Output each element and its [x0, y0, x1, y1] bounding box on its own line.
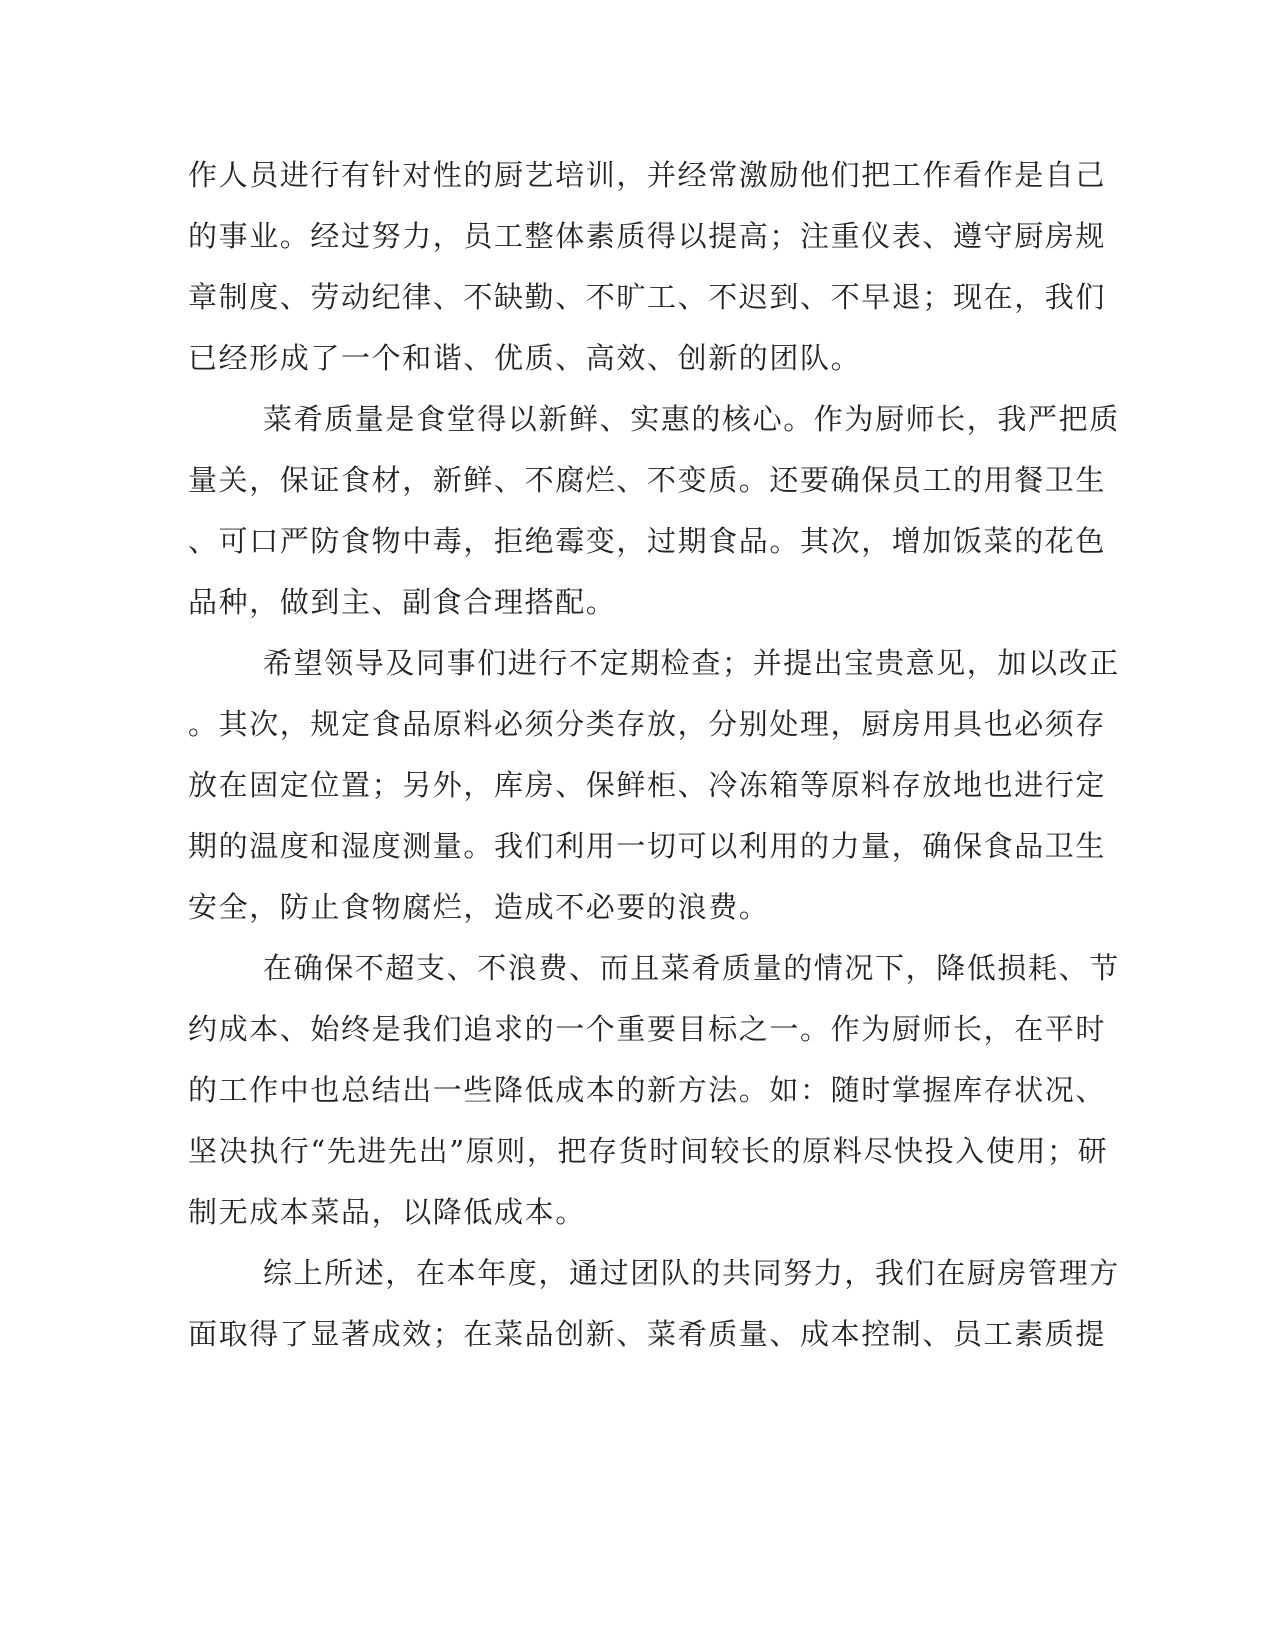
text-line: 在确保不超支、不浪费、而且菜肴质量的情况下，降低损耗、节	[263, 951, 1120, 985]
paragraph-3	[188, 645, 1120, 950]
text-line: 安全，防止食物腐烂，造成不必要的浪费。	[188, 890, 770, 924]
paragraph-5	[188, 1255, 1120, 1377]
text-line: 已经形成了一个和谐、优质、高效、创新的团队。	[188, 341, 862, 375]
text-line: 品种，做到主、副食合理搭配。	[188, 585, 617, 619]
text-line: 制无成本菜品，以降低成本。	[188, 1195, 586, 1229]
paragraph-1	[188, 157, 1107, 401]
text-line: 约成本、始终是我们追求的一个重要目标之一。作为厨师长，在平时	[188, 1012, 1107, 1046]
text-line: 菜肴质量是食堂得以新鲜、实惠的核心。作为厨师长，我严把质	[263, 402, 1120, 436]
text-line: 的工作中也总结出一些降低成本的新方法。如：随时掌握库存状况、	[188, 1073, 1107, 1107]
text-line: 面取得了显著成效；在菜品创新、菜肴质量、成本控制、员工素质提	[188, 1317, 1107, 1351]
text-line: 期的温度和湿度测量。我们利用一切可以利用的力量，确保食品卫生	[188, 829, 1107, 863]
paragraph-2	[188, 401, 1120, 645]
document-body	[188, 157, 1120, 1377]
text-line: 量关，保证食材，新鲜、不腐烂、不变质。还要确保员工的用餐卫生	[188, 463, 1107, 497]
text-line: 作人员进行有针对性的厨艺培训，并经常激励他们把工作看作是自己	[188, 158, 1107, 192]
text-line: 的事业。经过努力，员工整体素质得以提高；注重仪表、遵守厨房规	[188, 219, 1107, 253]
text-line: 。其次，规定食品原料必须分类存放，分别处理，厨房用具也必须存	[188, 707, 1107, 741]
text-line: 综上所述，在本年度，通过团队的共同努力，我们在厨房管理方	[263, 1256, 1120, 1290]
text-line: 希望领导及同事们进行不定期检查；并提出宝贵意见，加以改正	[263, 646, 1120, 680]
text-line: 放在固定位置；另外，库房、保鲜柜、冷冻箱等原料存放地也进行定	[188, 768, 1107, 802]
paragraph-4	[188, 950, 1120, 1255]
text-line: 、可口严防食物中毒，拒绝霉变，过期食品。其次，增加饭菜的花色	[188, 524, 1107, 558]
text-line: 坚决执行“先进先出”原则，把存货时间较长的原料尽快投入使用；研	[188, 1134, 1109, 1168]
text-line: 章制度、劳动纪律、不缺勤、不旷工、不迟到、不早退；现在，我们	[188, 280, 1107, 314]
